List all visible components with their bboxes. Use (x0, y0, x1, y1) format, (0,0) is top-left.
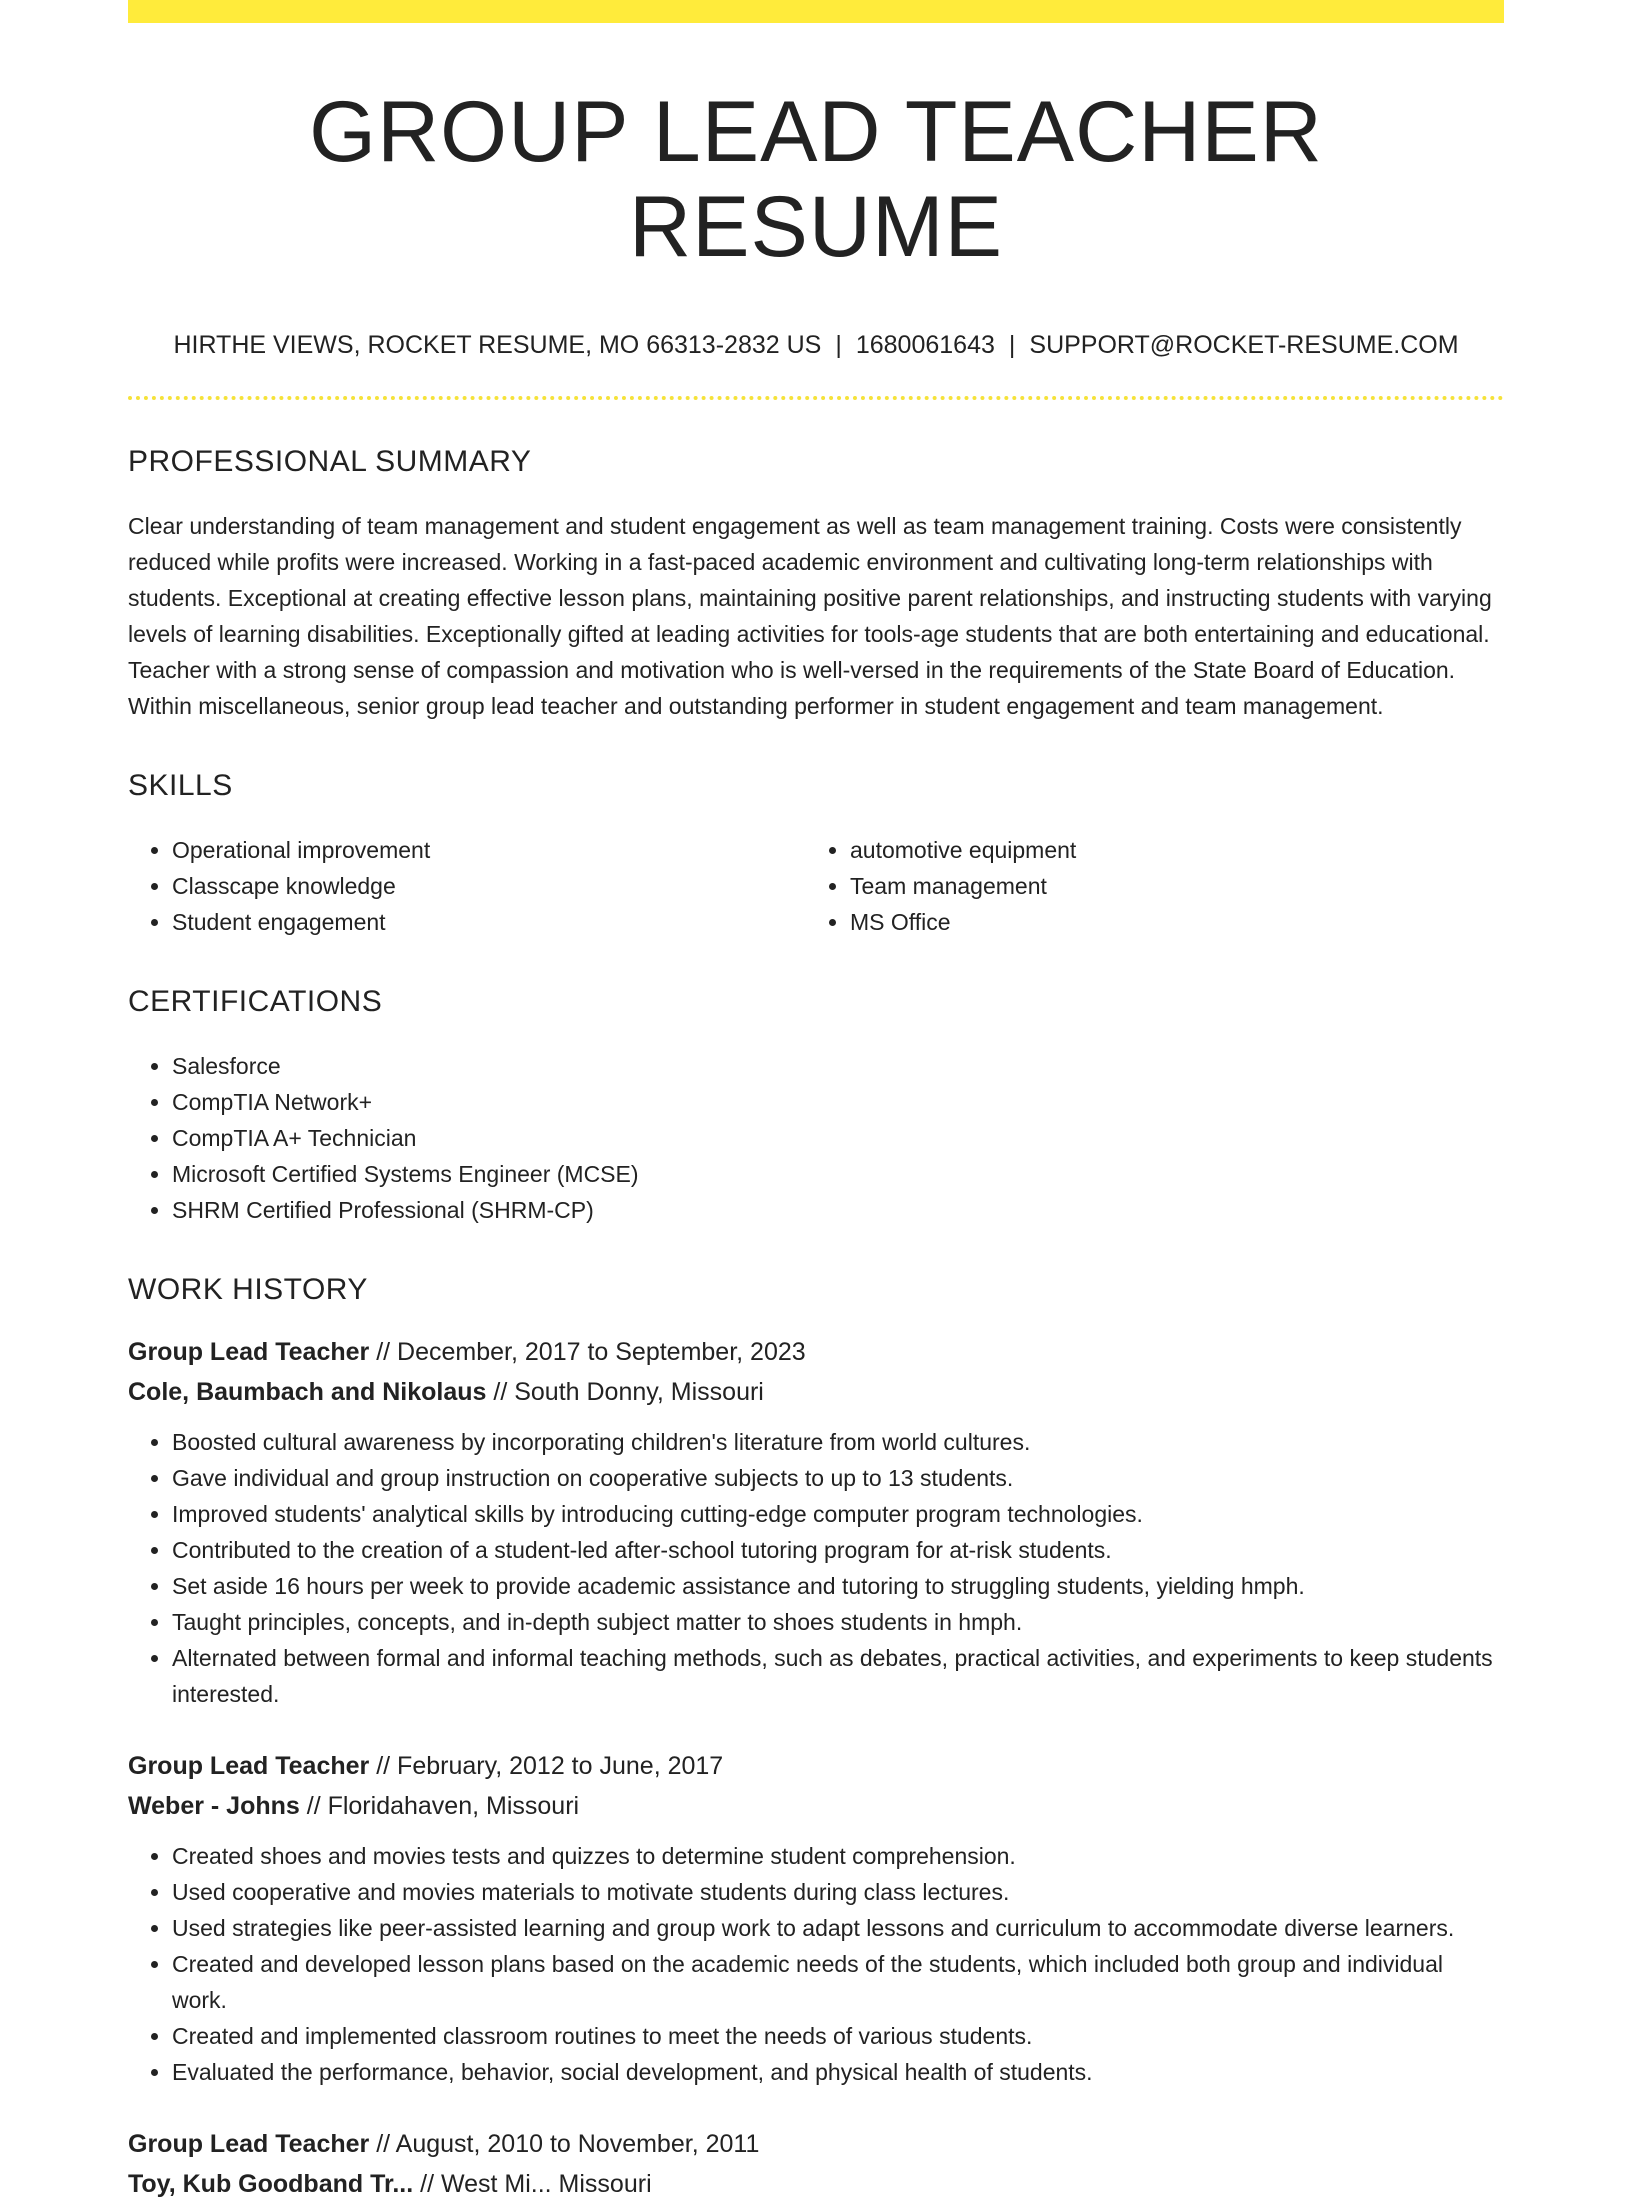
contact-separator: | (1008, 331, 1016, 360)
contact-email: SUPPORT@ROCKET-RESUME.COM (1029, 331, 1459, 360)
job-bullets (128, 1838, 1504, 2090)
job-bullet: • Created shoes and movies tests and quizzes to determine student comprehension. (172, 1838, 1504, 1874)
job-company: Cole, Baumbach and Nikolaus (128, 1378, 487, 1407)
skill-item: • MS Office (850, 904, 1484, 940)
job-company-line (128, 2164, 1504, 2204)
job-company: Toy, Kub Goodband Tr... (128, 2170, 414, 2199)
job-location: // South Donny, Missouri (486, 1378, 764, 1407)
job-location: // Floridahaven, Missouri (299, 1792, 580, 1821)
skills-column-right (806, 832, 1484, 940)
job-bullet: • Taught principles, concepts, and in-depth subject matter to shoes students in hmph. (172, 1604, 1504, 1640)
job-title: Group Lead Teacher (128, 2130, 370, 2159)
skill-item: • automotive equipment (850, 832, 1484, 868)
job-bullet: • Evaluated the performance, behavior, social development, and physical health of students. (172, 2054, 1504, 2090)
job-title-line (128, 1332, 1504, 1372)
job-bullet: • Improved students' analytical skills by introducing cutting-edge computer program technologies. (172, 1496, 1504, 1532)
certification-item: • SHRM Certified Professional (SHRM-CP) (172, 1192, 1504, 1228)
job-bullet: • Set aside 16 hours per week to provide academic assistance and tutoring to struggling students, yielding hmph. (172, 1568, 1504, 1604)
job-title: Group Lead Teacher (128, 1338, 370, 1367)
certification-item: • Microsoft Certified Systems Engineer (MCSE) (172, 1156, 1504, 1192)
job-entry (128, 1332, 1504, 1712)
skills-column-left (128, 832, 806, 940)
job-dates: // February, 2012 to June, 2017 (369, 1752, 724, 1781)
job-title-line (128, 1746, 1504, 1786)
job-company-line (128, 1372, 1504, 1412)
accent-top-bar (128, 0, 1504, 23)
job-dates: // August, 2010 to November, 2011 (369, 2130, 760, 2159)
summary-text: Clear understanding of team management and student engagement as well as team management training. Costs were consistently reduced while profits were increased. Working in a fast-paced academic environment and cultivating long-term relationships with students. Exceptional at creating effective lesson plans, maintaining positive parent relationships, and instructing students with varying levels of learning disabilities. Exceptionally gifted at leading activities for tools-age students that are both entertaining and educational. Teacher with a strong sense of compassion and motivation who is well-versed in the requirements of the State Board of Education. Within miscellaneous, senior group lead teacher and outstanding performer in student engagement and team management. (128, 513, 1492, 720)
job-bullet: • Boosted cultural awareness by incorporating children's literature from world cultures. (172, 1424, 1504, 1460)
job-title-line (128, 2124, 1504, 2164)
skills-heading: SKILLS (128, 769, 233, 803)
job-company-line (128, 1786, 1504, 1826)
certifications-list (128, 1048, 1504, 1228)
job-bullet: • Used cooperative and movies materials to motivate students during class lectures. (172, 1874, 1504, 1910)
work-history-heading: WORK HISTORY (128, 1273, 368, 1307)
skill-item: • Classcape knowledge (172, 868, 806, 904)
certification-item: • Salesforce (172, 1048, 1504, 1084)
skill-item: • Student engagement (172, 904, 806, 940)
skill-item: • Team management (850, 868, 1484, 904)
job-dates: // December, 2017 to September, 2023 (369, 1338, 806, 1367)
dotted-divider (128, 396, 1504, 400)
job-bullet: • Used strategies like peer-assisted learning and group work to adapt lessons and curriculum to accommodate diverse learners. (172, 1910, 1504, 1946)
resume-title: GROUP LEAD TEACHER RESUME (309, 84, 1323, 275)
job-location: // West Mi... Missouri (413, 2170, 652, 2199)
work-history-list (128, 1332, 1504, 2204)
certifications-heading: CERTIFICATIONS (128, 985, 383, 1019)
job-title: Group Lead Teacher (128, 1752, 370, 1781)
contact-line (128, 330, 1504, 360)
certification-item: • CompTIA Network+ (172, 1084, 1504, 1120)
job-bullet: • Gave individual and group instruction on cooperative subjects to up to 13 students. (172, 1460, 1504, 1496)
job-bullet: • Created and implemented classroom routines to meet the needs of various students. (172, 2018, 1504, 2054)
job-bullet: • Created and developed lesson plans based on the academic needs of the students, which included both group and individual work. (172, 1946, 1504, 2018)
certification-item: • CompTIA A+ Technician (172, 1120, 1504, 1156)
skill-item: • Operational improvement (172, 832, 806, 868)
job-entry (128, 2124, 1504, 2204)
contact-address: HIRTHE VIEWS, ROCKET RESUME, MO 66313-2832 US (173, 331, 822, 360)
job-bullets (128, 1424, 1504, 1712)
job-entry (128, 1746, 1504, 2090)
contact-separator: | (835, 331, 842, 360)
job-bullet: • Contributed to the creation of a student-led after-school tutoring program for at-risk students. (172, 1532, 1504, 1568)
skills-list (128, 832, 1504, 940)
contact-phone: 1680061643 (855, 331, 995, 360)
job-company: Weber - Johns (128, 1792, 300, 1821)
job-bullet: • Alternated between formal and informal teaching methods, such as debates, practical activities, and experiments to keep students interested. (172, 1640, 1504, 1712)
resume-page (128, 0, 1504, 2204)
summary-heading: PROFESSIONAL SUMMARY (128, 445, 532, 479)
